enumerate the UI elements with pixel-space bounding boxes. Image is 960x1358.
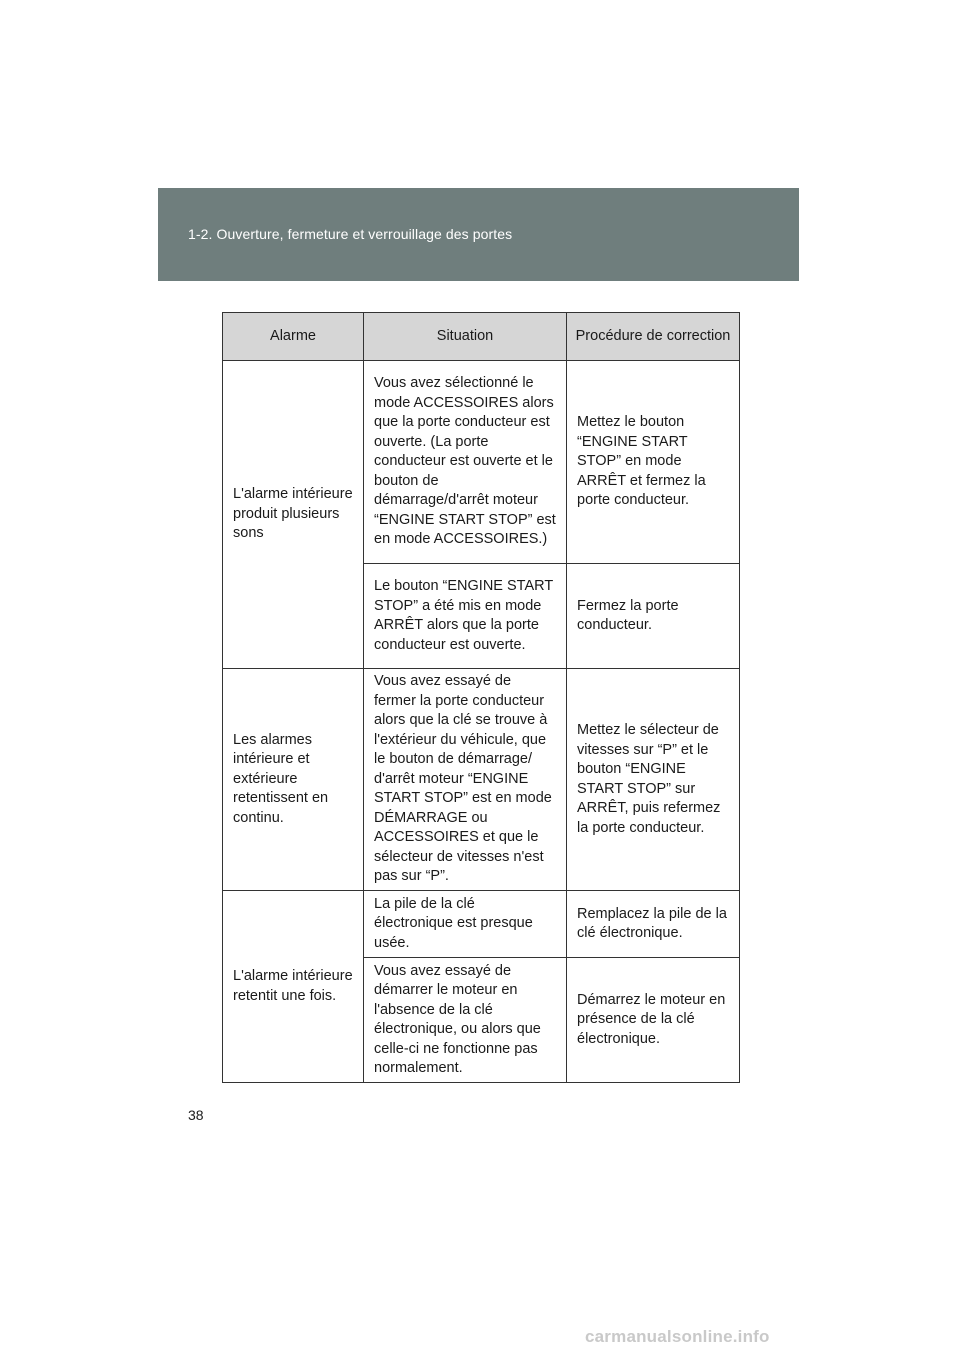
alarm-table <box>222 312 740 1083</box>
situation-cell: Le bouton “ENGINE START STOP” a été mis en mode ARRÊT alors que la porte conducteur est ouverte. <box>364 564 567 669</box>
header-situation: Situation <box>364 313 567 361</box>
alarm-cell: Les alarmes intérieure et extérieure retentissent en continu. <box>223 669 364 891</box>
watermark: carmanualsonline.info <box>585 1327 770 1346</box>
table-row <box>223 361 740 564</box>
section-header-band <box>158 188 799 281</box>
correction-cell: Mettez le sélecteur de vitesses sur “P” et le bouton “ENGINE START STOP” sur ARRÊT, puis refermez la porte conducteur. <box>567 669 740 891</box>
correction-cell: Remplacez la pile de la clé électronique. <box>567 891 740 958</box>
situation-cell: La pile de la clé électronique est presque usée. <box>364 891 567 958</box>
table-header-row <box>223 313 740 361</box>
header-correction: Procédure de correction <box>567 313 740 361</box>
correction-cell: Fermez la porte conducteur. <box>567 564 740 669</box>
table-row <box>223 891 740 958</box>
situation-cell: Vous avez essayé de démarrer le moteur en l'absence de la clé électronique, ou alors que celle-ci ne fonctionne pas normalement. <box>364 958 567 1083</box>
alarm-cell: L'alarme intérieure retentit une fois. <box>223 891 364 1083</box>
alarm-cell: L'alarme intérieure produit plusieurs sons <box>223 361 364 669</box>
section-title: 1-2. Ouverture, fermeture et verrouillage des portes <box>188 226 513 242</box>
situation-cell: Vous avez sélectionné le mode ACCESSOIRES alors que la porte conducteur est ouverte. (La porte conducteur est ouverte et le bouton de démarrage/d'arrêt moteur “ENGINE START STOP” est en mode ACCESSOIRES.) <box>364 361 567 564</box>
table-row <box>223 669 740 891</box>
correction-cell: Démarrez le moteur en présence de la clé électronique. <box>567 958 740 1083</box>
page-number: 38 <box>188 1107 204 1123</box>
correction-cell: Mettez le bouton “ENGINE START STOP” en mode ARRÊT et fermez la porte conducteur. <box>567 361 740 564</box>
header-alarm: Alarme <box>223 313 364 361</box>
situation-cell: Vous avez essayé de fermer la porte conducteur alors que la clé se trouve à l'extérieur du véhicule, que le bouton de démarrage/ d'arrêt moteur “ENGINE START STOP” est en mode DÉMARRAGE ou ACCESSOIRES et que le sélecteur de vitesses n'est pas sur “P”. <box>364 669 567 891</box>
